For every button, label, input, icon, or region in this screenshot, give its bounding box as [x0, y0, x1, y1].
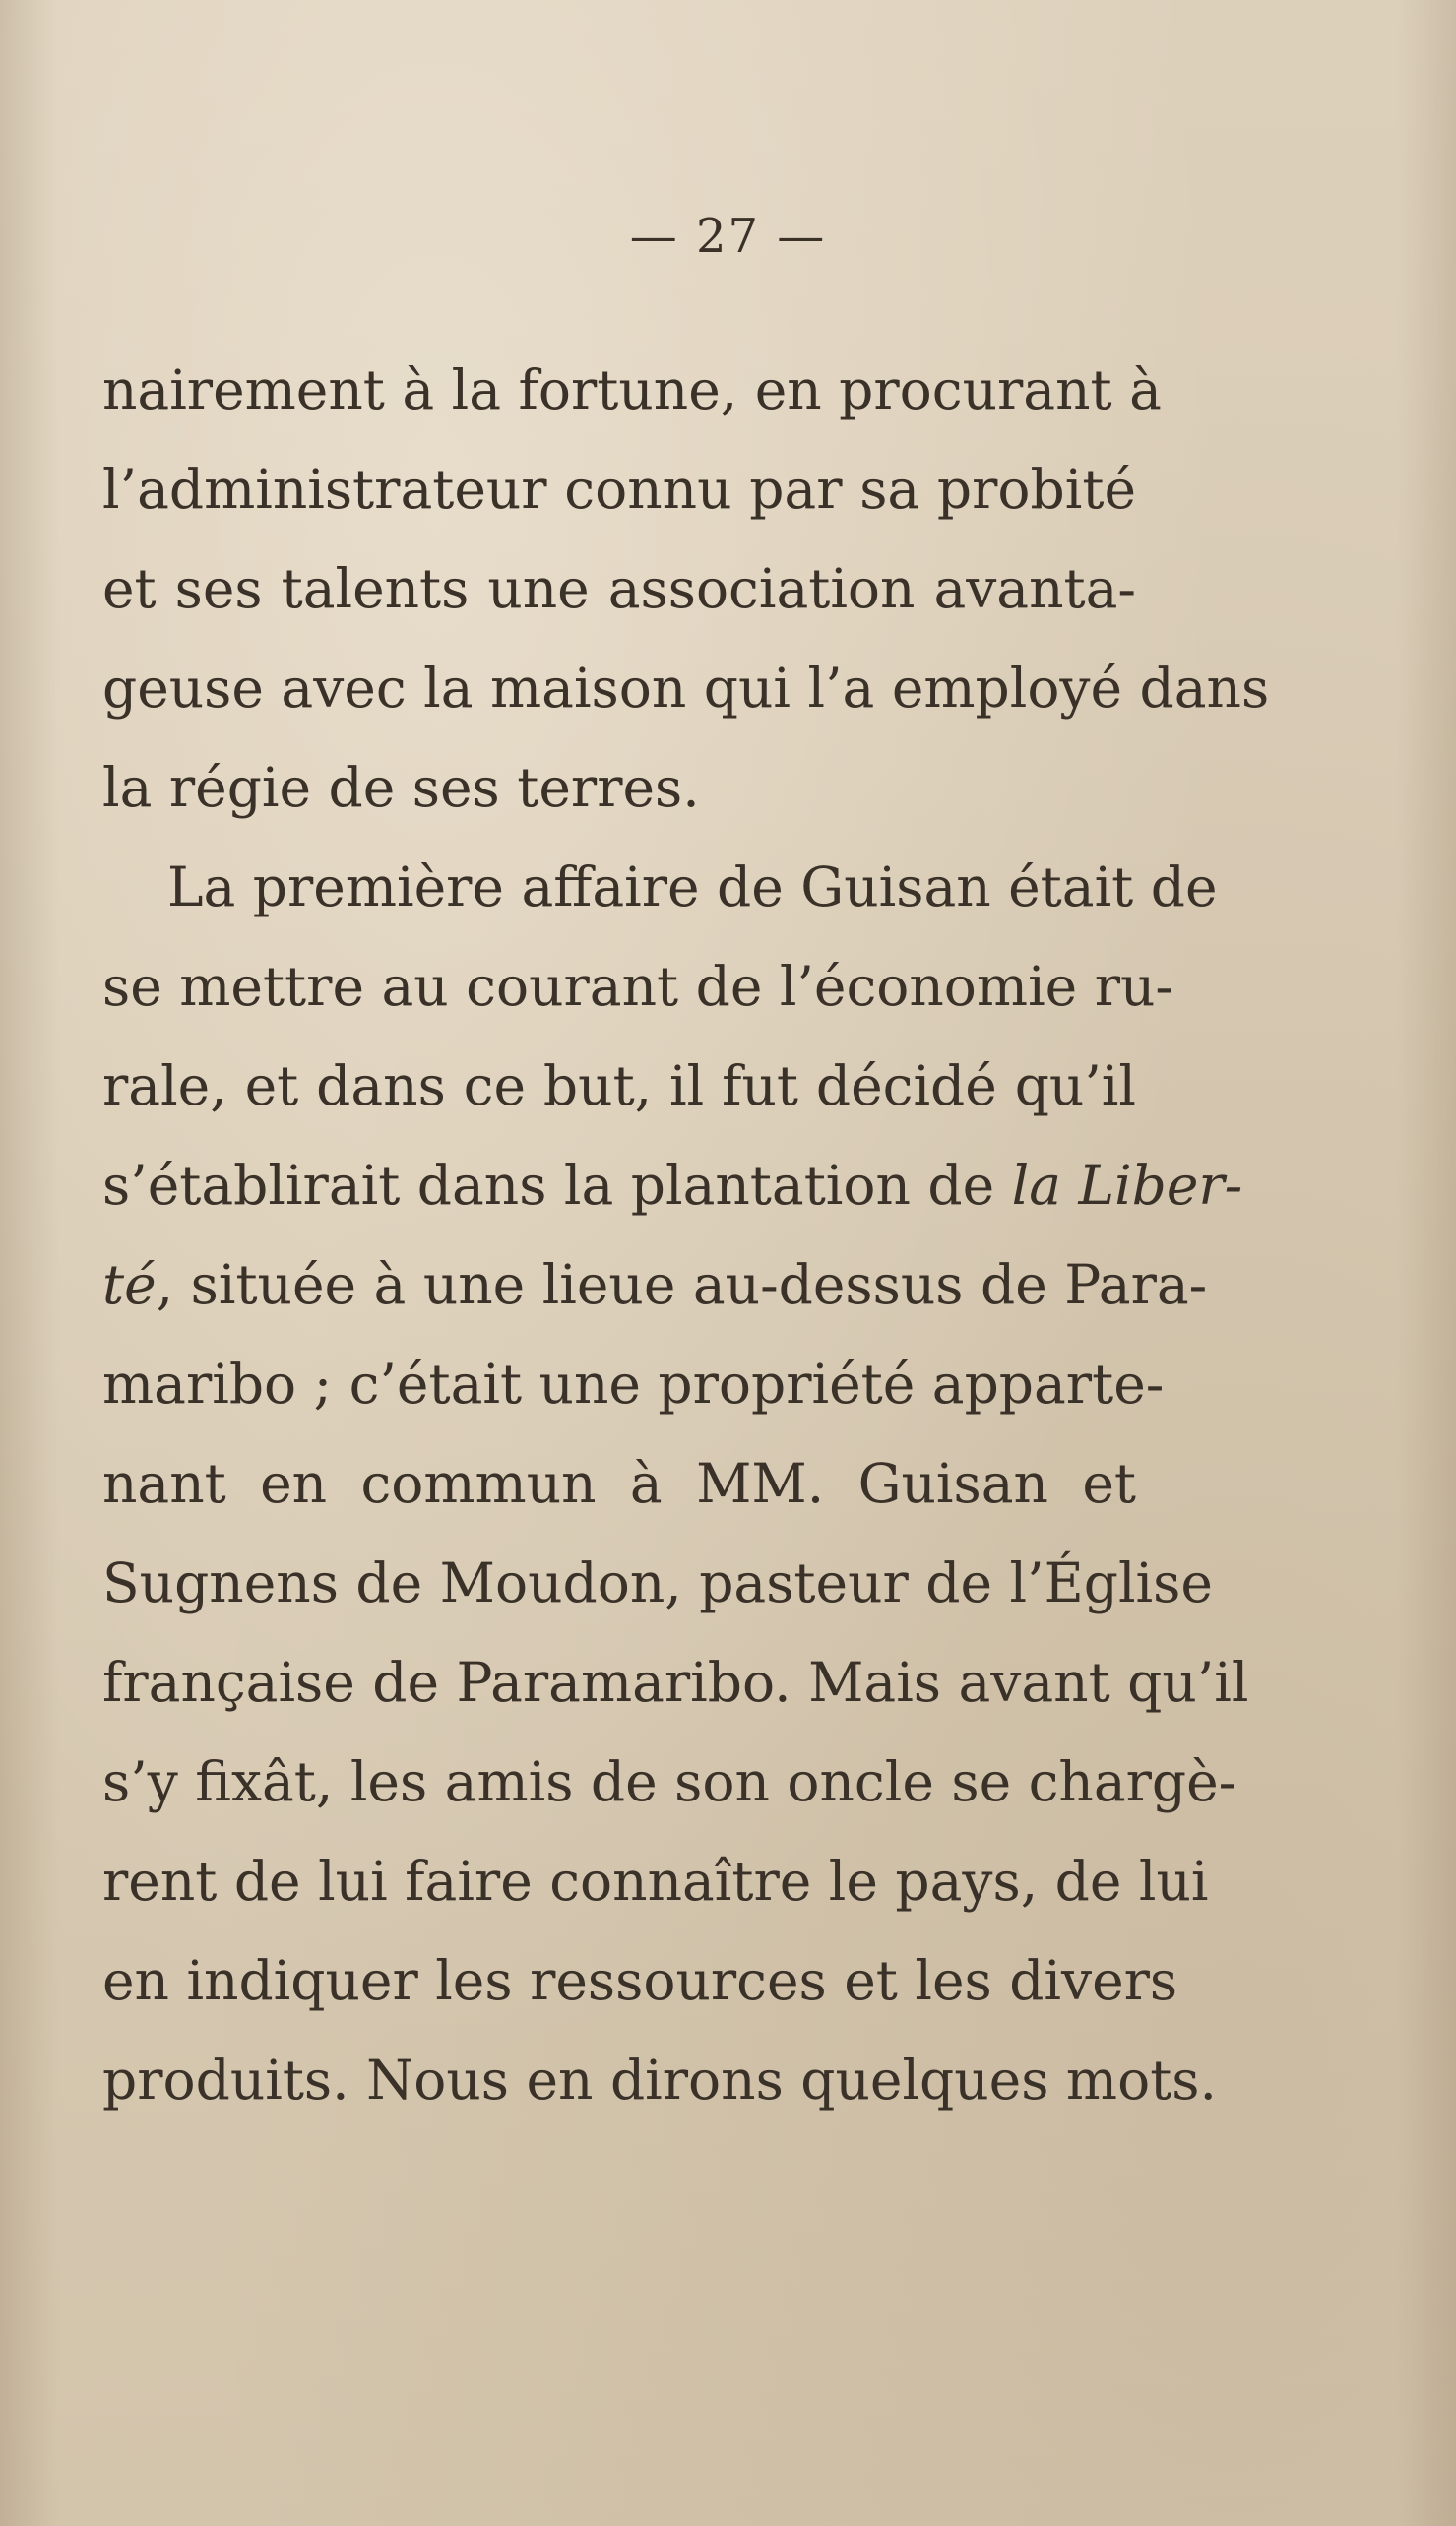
text-line: la régie de ses terres. — [102, 756, 700, 819]
text-line-with-italic — [102, 1235, 1208, 1335]
text-line: maribo ; c’était une propriété apparte- — [102, 1353, 1165, 1416]
italic-text: la Liber- — [1011, 1154, 1243, 1217]
text-line: nant en commun à MM. Guisan et — [102, 1452, 1136, 1515]
text-line: nairement à la fortune, en procurant à — [102, 358, 1162, 421]
text-line: geuse avec la maison qui l’a employé dans — [102, 657, 1270, 720]
text-line: se mettre au courant de l’économie ru- — [102, 955, 1173, 1018]
text-line: s’y fixât, les amis de son oncle se chargè- — [102, 1750, 1237, 1813]
text-line: l’administrateur connu par sa probité — [102, 458, 1136, 521]
text-line-with-italic — [102, 1136, 1243, 1235]
text-line: produits. Nous en dirons quelques mots. — [102, 2049, 1218, 2112]
text-line: rent de lui faire connaître le pays, de lui — [102, 1850, 1209, 1913]
text-line: Sugnens de Moudon, pasteur de l’Église — [102, 1551, 1213, 1614]
text-line: française de Paramaribo. Mais avant qu’il — [102, 1651, 1249, 1714]
text-line: en indiquer les ressources et les divers — [102, 1949, 1178, 2012]
italic-text: té — [102, 1253, 157, 1316]
text-line: et ses talents une association avanta- — [102, 557, 1136, 620]
text-segment: , située à une lieue au-dessus de Para- — [156, 1253, 1208, 1316]
text-segment: s’établirait dans la plantation de — [102, 1154, 995, 1217]
page-left-edge-shadow — [0, 0, 59, 2526]
text-line: rale, et dans ce but, il fut décidé qu’il — [102, 1054, 1136, 1117]
text-line: La première affaire de Guisan était de — [167, 855, 1218, 918]
body-text — [102, 341, 1270, 2130]
page-number: — 27 — — [629, 209, 827, 264]
page-right-edge-shadow — [1397, 0, 1456, 2526]
